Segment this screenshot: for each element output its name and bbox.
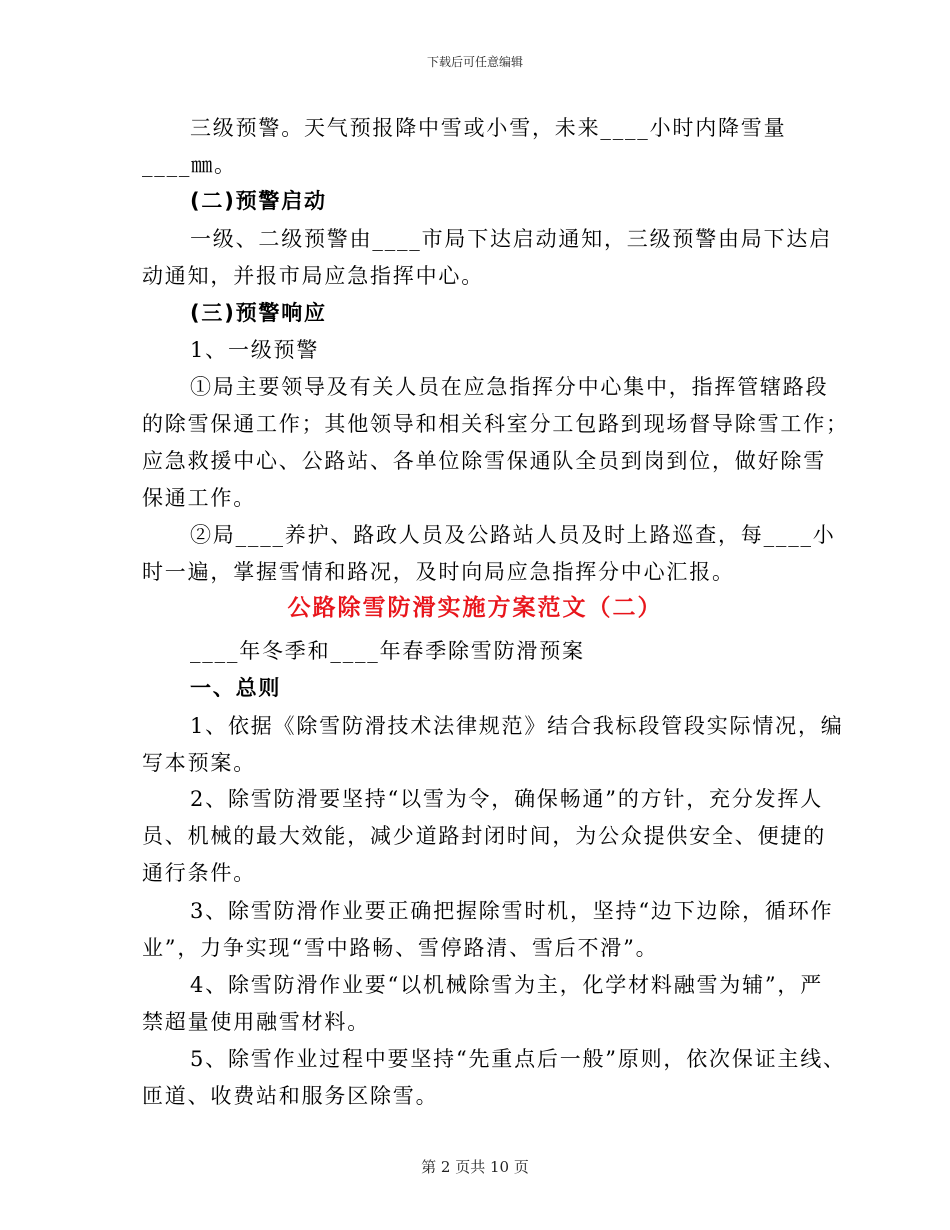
text-line: 5、除雪作业过程中要坚持“先重点后一般”原则，依次保证主线、 xyxy=(190,1047,846,1071)
text-line: 写本预案。 xyxy=(142,751,256,775)
text-line: 1、依据《除雪防滑技术法律规范》结合我标段管段实际情况，编 xyxy=(190,714,844,738)
text-line: ②局____养护、路政人员及公路站人员及时上路巡查，每____小 xyxy=(190,523,836,547)
subheading: (二)预警启动 xyxy=(190,189,327,213)
text-line: 通行条件。 xyxy=(142,861,256,885)
text-line: 动通知，并报市局应急指挥中心。 xyxy=(142,264,484,288)
text-line: 一级、二级预警由____市局下达启动通知，三级预警由局下达启 xyxy=(190,227,832,251)
text-line: 匝道、收费站和服务区除雪。 xyxy=(142,1084,439,1108)
text-line: 员、机械的最大效能，减少道路封闭时间，为公众提供安全、便捷的 xyxy=(142,824,826,848)
text-line: ____年冬季和____年春季除雪防滑预案 xyxy=(190,639,585,663)
text-line: 的除雪保通工作；其他领导和相关科室分工包路到现场督导除雪工作； xyxy=(142,412,849,436)
text-line: 应急救援中心、公路站、各单位除雪保通队全员到岗到位，做好除雪 xyxy=(142,449,826,473)
text-line: 4、除雪防滑作业要“以机械除雪为主，化学材料融雪为辅”，严 xyxy=(190,973,824,997)
text-line: 禁超量使用融雪材料。 xyxy=(142,1010,370,1034)
text-line: 时一遍，掌握雪情和路况，及时向局应急指挥分中心汇报。 xyxy=(142,560,735,584)
text-line: 保通工作。 xyxy=(142,486,256,510)
page-footer-number: 第 2 页共 10 页 xyxy=(421,1158,529,1176)
subheading: 一、总则 xyxy=(190,676,282,700)
text-line: 三级预警。天气预报降中雪或小雪，未来____小时内降雪量 xyxy=(190,116,787,140)
text-line: 1、一级预警 xyxy=(190,338,320,362)
text-line: 2、除雪防滑要坚持“以雪为令，确保畅通”的方针，充分发挥人 xyxy=(190,787,824,811)
page-header-note: 下载后可任意编辑 xyxy=(426,55,523,69)
subheading: (三)预警响应 xyxy=(190,301,327,325)
text-line: 业”，力争实现“雪中路畅、雪停路清、雪后不滑”。 xyxy=(142,936,659,960)
text-line: ____㎜。 xyxy=(142,153,237,177)
section-title: 公路除雪防滑实施方案范文（二） xyxy=(287,595,663,621)
text-line: 3、除雪防滑作业要正确把握除雪时机，坚持“边下边除，循环作 xyxy=(190,899,834,923)
text-line: ①局主要领导及有关人员在应急指挥分中心集中，指挥管辖路段 xyxy=(190,375,829,399)
